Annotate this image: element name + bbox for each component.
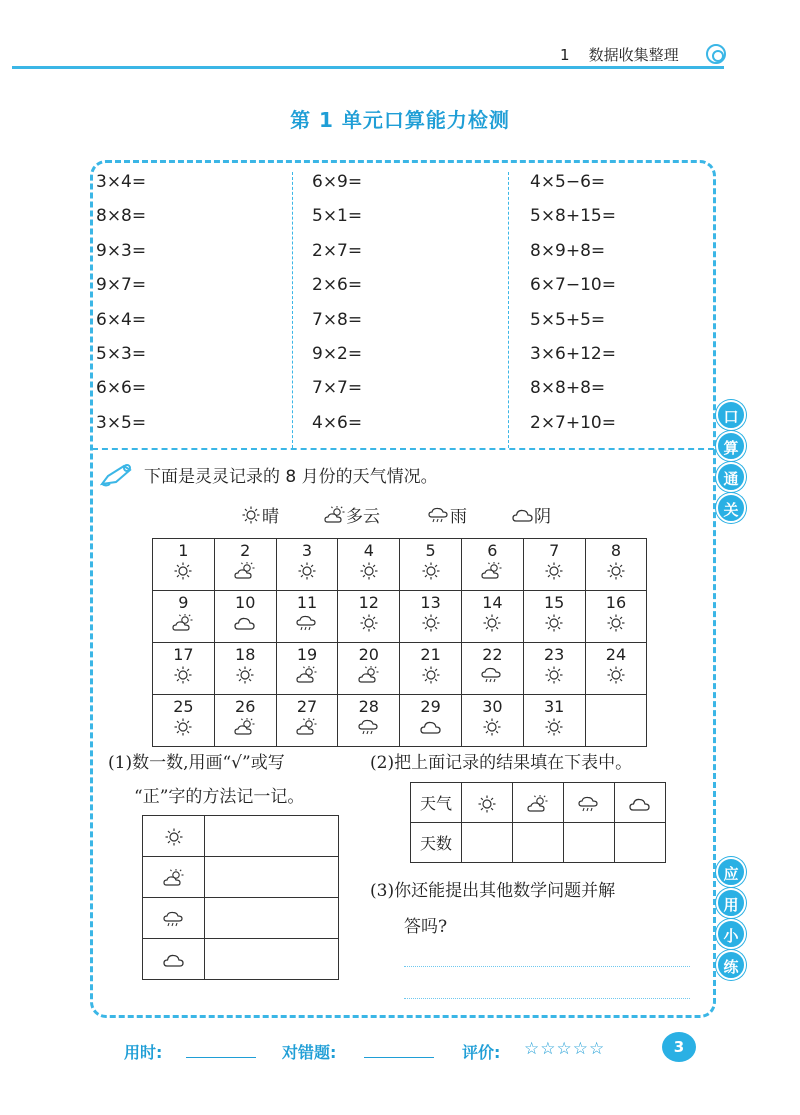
overcast-icon <box>629 795 651 813</box>
rain-icon <box>428 506 450 524</box>
partly-cloudy-icon <box>527 795 549 813</box>
calendar-cell <box>338 643 400 695</box>
calendar-day: 4 <box>363 541 374 560</box>
column-divider <box>292 172 293 448</box>
calc-problem: 2×6= <box>312 275 363 296</box>
partly-cloudy-icon <box>481 562 503 580</box>
legend-cloudy-label: 多云 <box>346 507 380 527</box>
rain-icon <box>578 795 600 813</box>
sunny-icon <box>605 666 627 684</box>
tally-cell[interactable] <box>205 898 339 939</box>
tally-row <box>143 816 339 857</box>
calendar-day: 27 <box>296 697 318 716</box>
calendar-cell <box>276 643 338 695</box>
time-label: 用时: <box>124 1043 163 1062</box>
answer-line[interactable] <box>404 966 690 967</box>
side-badge: 算 <box>716 431 746 461</box>
calendar-cell <box>276 695 338 747</box>
calendar-day: 10 <box>235 593 256 612</box>
partly-cloudy-icon <box>296 666 318 684</box>
pen-icon <box>100 462 134 488</box>
rain-icon <box>358 718 380 736</box>
partly-cloudy-icon <box>234 718 256 736</box>
question-1-line-2: “正”字的方法记一记。 <box>134 787 305 807</box>
partly-cloudy-icon <box>296 718 318 736</box>
calendar-cell <box>276 539 338 591</box>
side-badge: 用 <box>716 888 746 918</box>
side-badge: 练 <box>716 950 746 980</box>
question-1-line-1: (1)数一数,用画“√”或写 <box>108 753 285 773</box>
calendar-cell <box>461 695 523 747</box>
rating-label: 评价: <box>462 1043 501 1062</box>
partly-cloudy-icon <box>234 562 256 580</box>
calendar-cell <box>214 591 276 643</box>
sunny-icon <box>234 666 256 684</box>
legend-cloudy <box>324 502 380 527</box>
sunny-icon <box>481 614 503 632</box>
calendar-day: 5 <box>425 541 436 560</box>
calendar-row <box>153 643 647 695</box>
calendar-day: 15 <box>544 593 565 612</box>
sunny-icon <box>420 666 442 684</box>
calendar-cell <box>585 695 647 747</box>
calendar-cell <box>461 591 523 643</box>
calc-problem: 4×6= <box>312 412 363 433</box>
calc-problem: 6×4= <box>96 309 147 330</box>
calc-problem: 3×5= <box>96 412 147 433</box>
overcast-icon <box>512 506 534 524</box>
calc-problem: 7×8= <box>312 309 363 330</box>
calc-problem: 7×7= <box>312 378 363 399</box>
time-blank[interactable] <box>186 1057 256 1058</box>
calendar-cell <box>585 539 647 591</box>
question-3-line-1: (3)你还能提出其他数学问题并解 <box>370 881 616 901</box>
calc-problem: 8×8= <box>96 206 147 227</box>
calendar-day: 24 <box>605 645 627 664</box>
days-cell[interactable] <box>462 823 513 863</box>
side-badge: 关 <box>716 493 746 523</box>
calc-problem: 3×6+12= <box>530 344 616 364</box>
calendar-cell <box>214 695 276 747</box>
calendar-cell <box>461 539 523 591</box>
sunny-icon <box>240 506 262 524</box>
chapter-header <box>560 44 679 65</box>
overcast-icon <box>163 951 185 969</box>
calc-problem: 5×3= <box>96 344 147 364</box>
sunny-icon <box>172 562 194 580</box>
calendar-cell <box>338 695 400 747</box>
calendar-cell <box>400 591 462 643</box>
calendar-cell <box>523 539 585 591</box>
chapter-number: 1 <box>560 46 570 64</box>
errors-label: 对错题: <box>282 1043 337 1062</box>
calc-problem: 5×1= <box>312 206 363 227</box>
sunny-icon <box>172 666 194 684</box>
calendar-day: 14 <box>482 593 503 612</box>
tally-table <box>142 815 339 980</box>
calendar-day: 31 <box>544 697 565 716</box>
calendar-day: 12 <box>358 593 379 612</box>
overcast-icon <box>234 614 256 632</box>
sunny-icon <box>543 666 565 684</box>
tally-cell[interactable] <box>205 857 339 898</box>
calendar-day: 23 <box>544 645 565 664</box>
side-badge: 小 <box>716 919 746 949</box>
calendar-cell <box>338 539 400 591</box>
calc-problem: 8×9+8= <box>530 240 606 261</box>
errors-blank[interactable] <box>364 1057 434 1058</box>
side-badge: 口 <box>716 400 746 430</box>
rain-icon <box>163 910 185 928</box>
calendar-row <box>153 591 647 643</box>
calc-problem: 4×5−6= <box>530 172 606 192</box>
calc-problem: 3×4= <box>96 172 147 192</box>
calendar-day: 3 <box>301 541 313 560</box>
sunny-icon <box>420 562 442 580</box>
days-cell[interactable] <box>615 823 666 863</box>
calendar-day: 22 <box>482 645 503 664</box>
sunny-icon <box>605 562 627 580</box>
summary-row-days <box>411 823 666 863</box>
spiral-icon <box>706 44 726 64</box>
page-number: 3 <box>662 1032 696 1062</box>
calendar-cell <box>214 539 276 591</box>
calendar-day: 9 <box>178 593 189 612</box>
calc-problem: 9×2= <box>312 344 363 364</box>
legend-overcast-label: 阴 <box>534 507 551 527</box>
summary-label-days: 天数 <box>411 823 462 863</box>
days-cell[interactable] <box>564 823 615 863</box>
calc-problem: 9×3= <box>96 240 147 261</box>
partly-cloudy-icon <box>172 614 194 632</box>
summary-table <box>410 782 666 863</box>
calendar-day: 30 <box>482 697 503 716</box>
summary-row-weather <box>411 783 666 823</box>
question-3-line-2: 答吗? <box>404 917 448 937</box>
sunny-icon <box>543 718 565 736</box>
calendar-cell <box>461 643 523 695</box>
sunny-icon <box>172 718 194 736</box>
calc-problem: 6×9= <box>312 172 363 192</box>
intro-text: 下面是灵灵记录的 8 月份的天气情况。 <box>144 467 438 487</box>
calendar-cell <box>153 695 215 747</box>
calendar-cell <box>585 643 647 695</box>
partly-cloudy-icon <box>163 869 185 887</box>
calendar-day: 25 <box>173 697 194 716</box>
calendar-cell <box>400 643 462 695</box>
days-cell[interactable] <box>513 823 564 863</box>
calendar-day: 11 <box>296 593 318 612</box>
side-badge: 应 <box>716 857 746 887</box>
calendar-row <box>153 695 647 747</box>
calendar-cell <box>153 591 215 643</box>
tally-row <box>143 898 339 939</box>
header-divider <box>12 66 724 69</box>
calendar-day: 1 <box>178 541 189 560</box>
calendar-row <box>153 539 647 591</box>
answer-line[interactable] <box>404 998 690 999</box>
section-divider <box>92 448 714 450</box>
sunny-icon <box>296 562 318 580</box>
legend-sunny-label: 晴 <box>262 507 279 527</box>
calendar-cell <box>214 643 276 695</box>
calc-problem: 2×7= <box>312 240 363 261</box>
sunny-icon <box>476 795 498 813</box>
calc-problem: 6×6= <box>96 378 147 399</box>
rain-icon <box>481 666 503 684</box>
calendar-cell <box>400 695 462 747</box>
calendar-day: 21 <box>420 645 441 664</box>
calendar-cell <box>276 591 338 643</box>
calc-problem: 6×7−10= <box>530 275 616 296</box>
tally-cell[interactable] <box>205 816 339 857</box>
calendar-day: 2 <box>240 541 251 560</box>
calendar-day: 20 <box>358 645 379 664</box>
calendar-day: 6 <box>487 541 498 560</box>
sunny-icon <box>358 562 380 580</box>
calendar-cell <box>585 591 647 643</box>
legend-rain <box>428 502 467 527</box>
partly-cloudy-icon <box>358 666 380 684</box>
tally-cell[interactable] <box>205 939 339 980</box>
partly-cloudy-icon <box>324 506 346 524</box>
calc-problem: 9×7= <box>96 275 147 296</box>
rain-icon <box>296 614 318 632</box>
calendar-cell <box>523 591 585 643</box>
calendar-day: 19 <box>296 645 318 664</box>
tally-row <box>143 857 339 898</box>
calendar-day: 16 <box>605 593 627 612</box>
calendar-day: 8 <box>610 541 622 560</box>
rating-stars[interactable]: ☆☆☆☆☆ <box>524 1039 606 1059</box>
legend-overcast <box>512 502 551 527</box>
question-2: (2)把上面记录的结果填在下表中。 <box>370 753 633 773</box>
calendar-cell <box>523 643 585 695</box>
calendar-day: 26 <box>235 697 256 716</box>
calc-problem: 5×5+5= <box>530 309 606 330</box>
sunny-icon <box>358 614 380 632</box>
sunny-icon <box>543 614 565 632</box>
calendar-cell <box>153 643 215 695</box>
sunny-icon <box>543 562 565 580</box>
sunny-icon <box>481 718 503 736</box>
calc-problem: 5×8+15= <box>530 206 616 227</box>
sunny-icon <box>163 828 185 846</box>
legend-sunny <box>240 502 279 527</box>
calendar-cell <box>523 695 585 747</box>
sunny-icon <box>420 614 442 632</box>
sunny-icon <box>605 614 627 632</box>
weather-calendar <box>152 538 647 747</box>
calc-problem: 8×8+8= <box>530 378 606 399</box>
summary-label-weather: 天气 <box>411 783 462 823</box>
side-badge: 通 <box>716 462 746 492</box>
calendar-day: 7 <box>549 541 560 560</box>
calendar-cell <box>153 539 215 591</box>
legend-rain-label: 雨 <box>450 507 467 527</box>
calc-problem: 2×7+10= <box>530 412 616 433</box>
calendar-day: 17 <box>173 645 194 664</box>
calendar-day: 13 <box>420 593 441 612</box>
calendar-cell <box>338 591 400 643</box>
page-title: 第 1 单元口算能力检测 <box>290 108 510 132</box>
column-divider <box>508 172 509 448</box>
tally-row <box>143 939 339 980</box>
calendar-cell <box>400 539 462 591</box>
overcast-icon <box>420 718 442 736</box>
calendar-day: 29 <box>420 697 441 716</box>
chapter-title: 数据收集整理 <box>588 46 679 64</box>
calendar-day: 18 <box>235 645 256 664</box>
calendar-day: 28 <box>358 697 379 716</box>
